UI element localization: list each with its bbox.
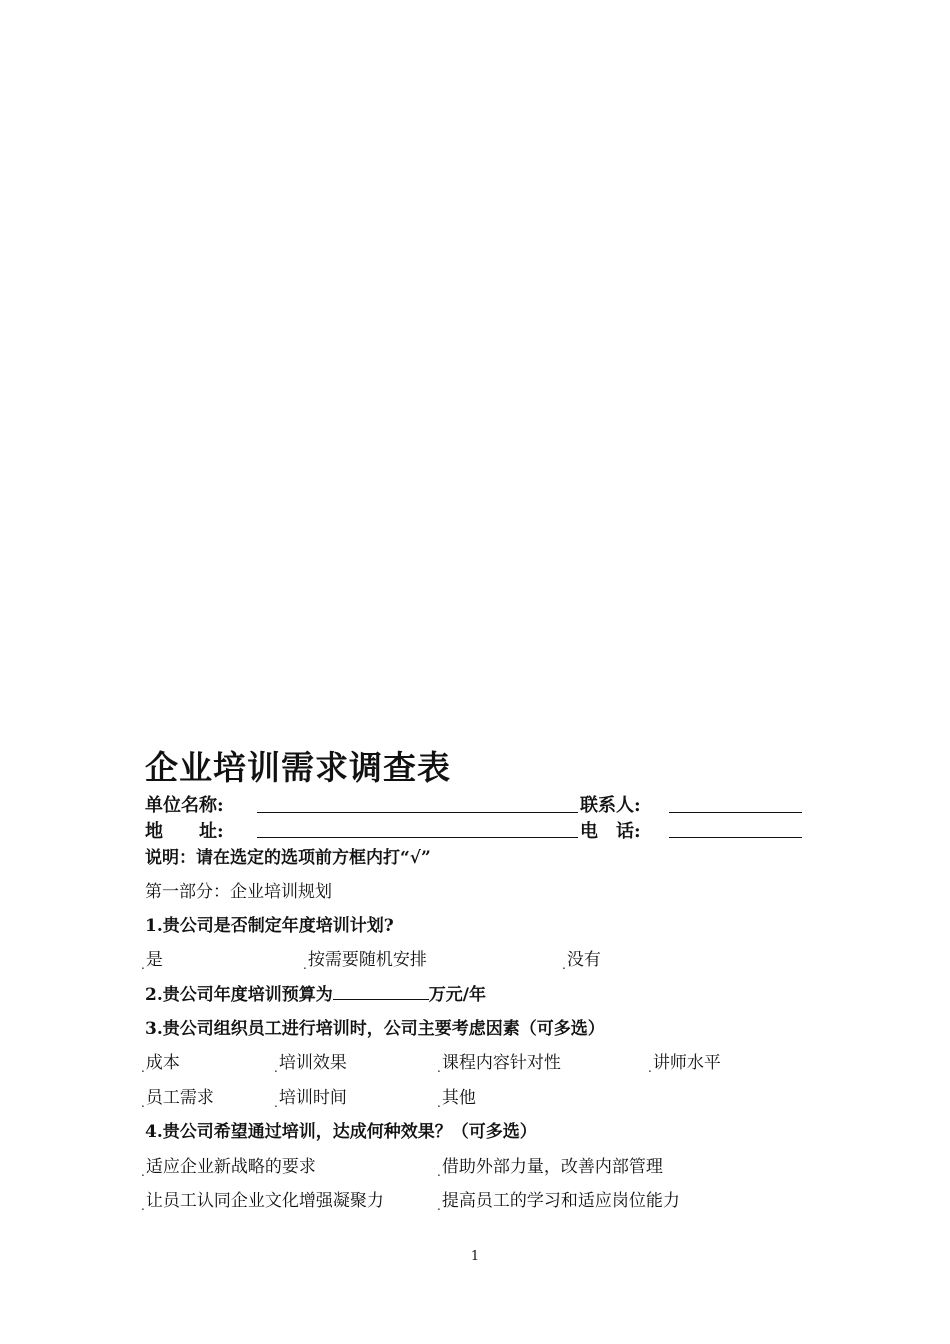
q3-option-employee-needs[interactable]: $_.$员工需求: [141, 1088, 214, 1110]
checkbox-marker: .: [437, 1199, 441, 1213]
checkbox-marker: .: [437, 1165, 441, 1179]
q4-option-culture[interactable]: $_.$让员工认同企业文化增强凝聚力: [141, 1191, 384, 1213]
q3-option-lecturer-level[interactable]: $_.$讲师水平: [648, 1053, 721, 1075]
checkbox-marker: .: [274, 1096, 278, 1110]
checkbox-marker: .: [562, 958, 566, 972]
q4-option-learning-ability[interactable]: $_.$提高员工的学习和适应岗位能力: [437, 1191, 680, 1213]
section1-title: 第一部分：企业培训规划: [145, 882, 332, 902]
checkbox-marker: .: [141, 958, 145, 972]
phone-field[interactable]: [669, 837, 802, 838]
checkbox-marker: .: [141, 1199, 145, 1213]
checkbox-marker: .: [141, 1061, 145, 1075]
unit-name-field[interactable]: [257, 812, 578, 813]
instruction-text: 说明：请在选定的选项前方框内打“√”: [145, 848, 431, 868]
checkbox-marker: .: [303, 958, 307, 972]
unit-name-label: 单位名称:: [145, 795, 224, 816]
checkbox-marker: .: [141, 1096, 145, 1110]
question-3: 3.贵公司组织员工进行培训时，公司主要考虑因素（可多选）: [145, 1019, 605, 1039]
document-title: 企业培训需求调查表: [145, 748, 451, 787]
q1-option-yes[interactable]: $_.$是: [141, 950, 163, 972]
q3-option-course-relevance[interactable]: $_.$课程内容针对性: [437, 1053, 561, 1075]
checkbox-marker: .: [141, 1165, 145, 1179]
budget-field[interactable]: [333, 982, 429, 1000]
checkbox-marker: .: [648, 1061, 652, 1075]
q1-option-no[interactable]: $_.$没有: [562, 950, 601, 972]
checkbox-marker: .: [274, 1061, 278, 1075]
q1-option-as-needed[interactable]: $_.$按需要随机安排: [303, 950, 427, 972]
phone-label: 电 话:: [580, 821, 641, 842]
checkbox-marker: .: [437, 1096, 441, 1110]
checkbox-marker: .: [437, 1061, 441, 1075]
q4-option-strategy[interactable]: $_.$适应企业新战略的要求: [141, 1157, 316, 1179]
question-2: 2.贵公司年度培训预算为 万元/年: [145, 980, 486, 1005]
q3-option-training-effect[interactable]: $_.$培训效果: [274, 1053, 347, 1075]
q3-option-other[interactable]: $_.$其他: [437, 1088, 476, 1110]
contact-label: 联系人:: [580, 795, 641, 816]
q4-option-external-help[interactable]: $_.$借助外部力量，改善内部管理: [437, 1157, 663, 1179]
address-field[interactable]: [257, 837, 578, 838]
question-4: 4.贵公司希望通过培训，达成何种效果？（可多选）: [145, 1122, 537, 1142]
contact-field[interactable]: [669, 812, 802, 813]
q3-option-cost[interactable]: $_.$成本: [141, 1053, 180, 1075]
question-1: 1.贵公司是否制定年度培训计划?: [145, 916, 394, 936]
page-number: 1: [470, 1249, 480, 1264]
address-label: 地 址:: [145, 821, 224, 842]
q3-option-training-time[interactable]: $_.$培训时间: [274, 1088, 347, 1110]
